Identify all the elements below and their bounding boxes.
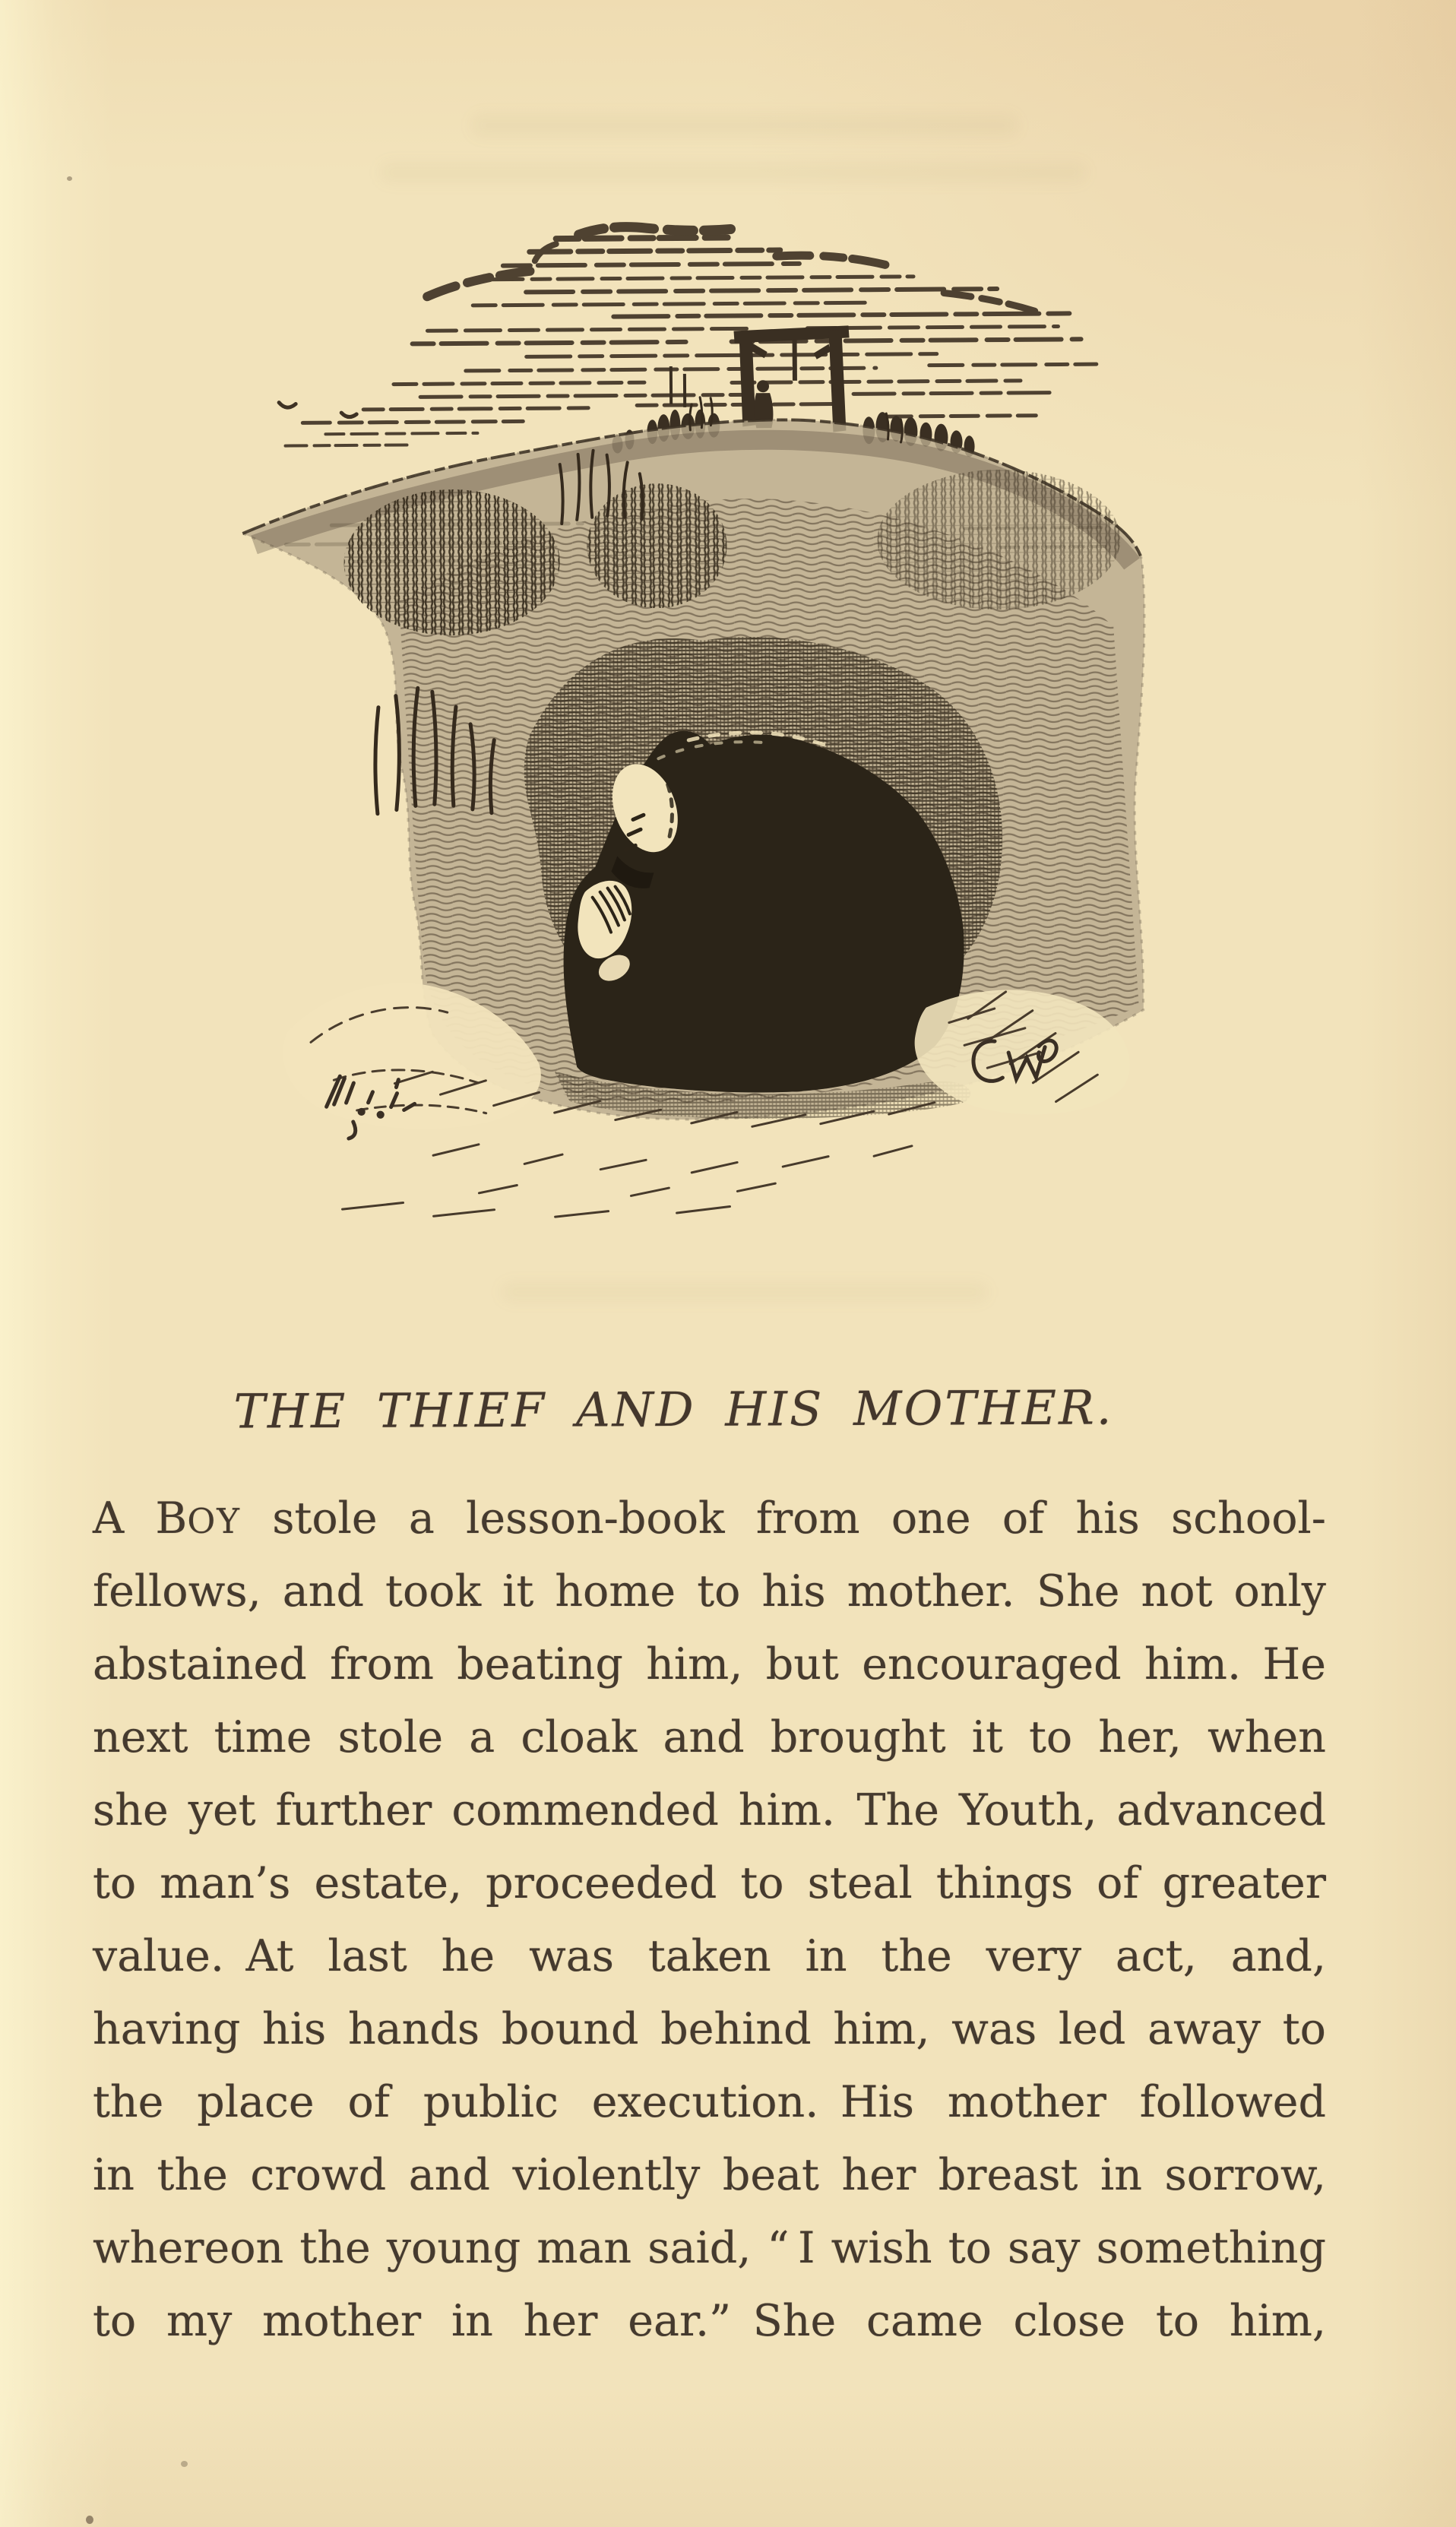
story-line-smallcaps: OY	[187, 1501, 241, 1541]
story-line: the place of public execution. His mother followed	[93, 2077, 1326, 2127]
story-line: to my mother in her ear.” She came close to him,	[93, 2296, 1326, 2346]
paper-speck	[67, 176, 72, 181]
page-bleedthrough-smudge	[502, 1283, 988, 1301]
story-line: fellows, and took it home to his mother. She not only	[93, 1566, 1326, 1617]
story-line-rest: stole a lesson-book from one of his school-	[240, 1493, 1326, 1544]
story-paragraph	[93, 1482, 1326, 2358]
story-line-lead: A B	[93, 1493, 188, 1544]
story-line: next time stole a cloak and brought it to her, when	[93, 1712, 1326, 1762]
story-line: in the crowd and violently beat her breast in sorrow,	[93, 2150, 1326, 2200]
story-line: she yet further commended him. The Youth, advanced	[93, 1785, 1326, 1835]
story-line: having his hands bound behind him, was led away to	[93, 2004, 1326, 2054]
story-line: value. At last he was taken in the very act, and,	[93, 1931, 1326, 1981]
gallows-hill-engraving	[198, 201, 1155, 1226]
story-line: whereon the young man said, “ I wish to say something	[93, 2223, 1326, 2273]
bird-marks	[279, 402, 356, 417]
paper-speck	[86, 2516, 93, 2524]
page-bleedthrough-smudge	[380, 163, 1087, 182]
paper-speck	[181, 2461, 188, 2467]
story-line: to man’s estate, proceeded to steal things of greater	[93, 1858, 1326, 1908]
story-line: abstained from beating him, but encouraged him. He	[93, 1639, 1326, 1689]
story-line	[93, 1482, 1326, 1555]
fable-title: THE THIEF AND HIS MOTHER.	[233, 1379, 1114, 1439]
gallows-rope	[793, 340, 797, 381]
page-bleedthrough-smudge	[471, 114, 1018, 137]
